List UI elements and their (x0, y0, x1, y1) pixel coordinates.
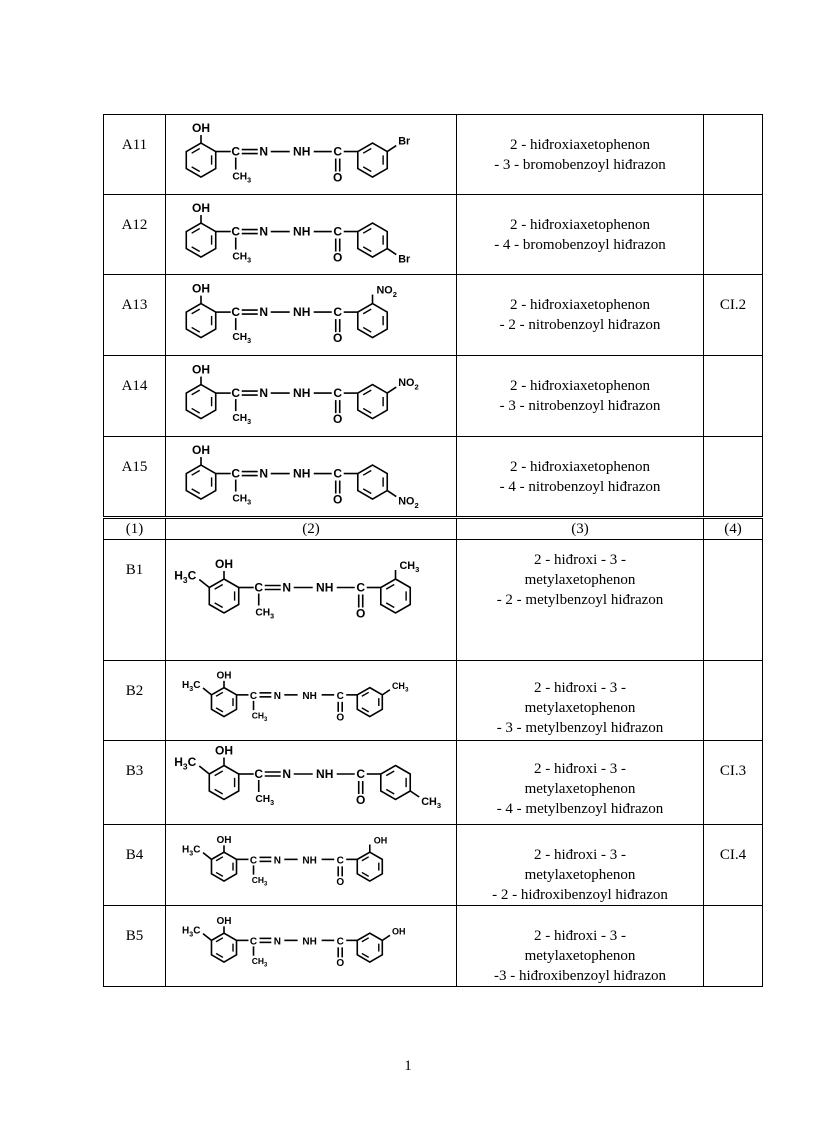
atom-label: NH (316, 580, 334, 595)
note-cell (704, 356, 763, 437)
atom-label: $H_3C$ (182, 925, 201, 939)
atom-label: C (254, 767, 264, 781)
atom-label: OH (215, 557, 233, 571)
double-bond-line (192, 167, 200, 172)
atom-label: C (231, 224, 241, 239)
table-row (104, 275, 763, 356)
name-line: metylaxetophenon (524, 572, 636, 588)
double-bond-line (363, 167, 371, 172)
bond-line (387, 491, 396, 497)
atom-label: O (336, 957, 345, 969)
double-bond-line (216, 872, 223, 876)
double-bond-line (216, 938, 223, 942)
atom-label: O (336, 712, 345, 724)
name-line: 2 - hiđroxiaxetophenon (510, 136, 650, 153)
name-line: - 4 - metylbenzoyl hiđrazon (496, 801, 664, 817)
note-cell (704, 195, 763, 275)
double-bond-line (363, 247, 371, 252)
atom-label: C (336, 690, 344, 702)
bond-line (203, 934, 212, 941)
table-row (104, 540, 763, 661)
bond-line (203, 853, 212, 860)
name-line: 2 - hiđroxi - 3 - (533, 552, 627, 568)
double-bond-line (215, 771, 223, 776)
double-bond-line (363, 309, 371, 314)
atom-label: $CH_3$ (232, 171, 252, 185)
atom-label: OH (373, 835, 388, 846)
bond-line (387, 387, 396, 393)
atom-label: C (333, 224, 343, 239)
double-bond-line (362, 938, 369, 942)
atom-label: C (333, 305, 343, 320)
bond-line (199, 580, 209, 588)
structure-formula (166, 356, 457, 436)
bond-line (382, 690, 390, 695)
double-bond-line (216, 692, 223, 696)
double-bond-line (215, 584, 223, 589)
double-bond-line (362, 872, 369, 876)
atom-label: NH (293, 386, 311, 401)
bond-line (387, 146, 396, 152)
atom-label: C (333, 386, 343, 401)
atom-label: $CH_3$ (421, 796, 442, 811)
structure-cell (166, 741, 457, 825)
double-bond-line (192, 149, 200, 154)
double-bond-line (363, 229, 371, 234)
compound-code: A13 (104, 275, 166, 356)
name-line: - 4 - nitrobenzoyl hiđrazon (499, 478, 661, 495)
atom-label: $CH_3$ (232, 332, 252, 346)
table-row (104, 906, 763, 987)
name-line: metylaxetophenon (524, 948, 636, 964)
atom-label: C (336, 936, 344, 948)
bond-line (203, 688, 212, 695)
name-line: metylaxetophenon (524, 700, 636, 716)
name-line: - 2 - hiđroxibenzoyl hiđrazon (492, 887, 668, 903)
double-bond-line (192, 408, 200, 413)
atom-label: Br (398, 135, 411, 148)
structure-cell (166, 356, 457, 437)
double-bond-line (386, 789, 394, 794)
double-bond-line (363, 149, 371, 154)
compound-code: A14 (104, 356, 166, 437)
atom-label: C (333, 466, 343, 481)
note-cell (704, 437, 763, 518)
double-bond-line (216, 857, 223, 861)
atom-label: C (231, 144, 241, 159)
double-bond-line (363, 327, 371, 332)
compound-name (457, 741, 704, 825)
atom-label: $NO_2$ (398, 377, 419, 392)
double-bond-line (362, 857, 369, 861)
table-row (104, 825, 763, 906)
double-bond-line (363, 408, 371, 413)
structure-formula (166, 741, 457, 824)
compound-name (457, 275, 704, 356)
atom-label: NH (302, 690, 317, 702)
atom-label: N (273, 690, 281, 702)
atom-label: C (249, 855, 258, 867)
bond-line (410, 791, 419, 797)
double-bond-line (216, 708, 223, 712)
column-header: (1) (104, 518, 166, 540)
note-cell (704, 115, 763, 195)
compound-table (103, 114, 763, 987)
double-bond-line (386, 771, 394, 776)
atom-label: Br (398, 253, 411, 266)
table-row (104, 741, 763, 825)
atom-label: $H_3C$ (182, 680, 201, 694)
atom-label: C (231, 466, 241, 481)
name-line: 2 - hiđroxiaxetophenon (510, 378, 650, 394)
atom-label: C (336, 855, 344, 867)
table-row (104, 195, 763, 275)
name-line: - 3 - bromobenzoyl hiđrazon (494, 156, 666, 173)
atom-label: N (282, 580, 292, 595)
double-bond-line (362, 692, 369, 696)
structure-formula (166, 275, 457, 355)
double-bond-line (215, 789, 223, 794)
atom-label: OH (216, 670, 232, 682)
note-cell: CI.4 (704, 825, 763, 906)
name-line: 2 - hiđroxiaxetophenon (510, 458, 650, 475)
atom-label: $CH_3$ (232, 493, 252, 507)
note-cell (704, 661, 763, 741)
atom-label: N (259, 466, 269, 481)
atom-label: NH (293, 224, 311, 239)
name-line: -3 - hiđroxibenzoyl hiđrazon (493, 968, 667, 984)
name-line: - 4 - bromobenzoyl hiđrazon (494, 236, 666, 253)
atom-label: NH (293, 466, 311, 481)
double-bond-line (192, 247, 200, 252)
atom-label: O (333, 250, 343, 265)
structure-formula (166, 661, 457, 740)
bond-line (199, 766, 209, 774)
structure-cell (166, 437, 457, 518)
atom-label: $H_3C$ (182, 844, 201, 858)
compound-name (457, 661, 704, 741)
compound-name (457, 825, 704, 906)
atom-label: C (249, 936, 258, 948)
compound-code: A11 (104, 115, 166, 195)
atom-label: C (333, 144, 343, 159)
compound-name (457, 115, 704, 195)
name-line: - 2 - nitrobenzoyl hiđrazon (499, 317, 661, 333)
compound-code: A12 (104, 195, 166, 275)
atom-label: C (249, 690, 258, 702)
structure-cell (166, 275, 457, 356)
double-bond-line (386, 584, 394, 589)
compound-code: B2 (104, 661, 166, 741)
atom-label: N (259, 224, 269, 239)
atom-label: $CH_3$ (399, 560, 420, 575)
name-line: 2 - hiđroxi - 3 - (533, 680, 627, 696)
note-cell (704, 540, 763, 661)
double-bond-line (216, 953, 223, 957)
structure-cell (166, 540, 457, 661)
table-row (104, 437, 763, 518)
double-bond-line (192, 229, 200, 234)
atom-label: OH (192, 121, 210, 136)
atom-label: $CH_3$ (391, 680, 409, 694)
name-line: 2 - hiđroxiaxetophenon (510, 297, 650, 313)
double-bond-line (192, 309, 200, 314)
name-line: 2 - hiđroxiaxetophenon (510, 216, 650, 233)
atom-label: OH (215, 743, 233, 758)
name-line: metylaxetophenon (524, 781, 636, 797)
atom-label: C (231, 305, 241, 320)
bond-line (382, 935, 390, 940)
atom-label: N (259, 144, 269, 159)
structure-cell (166, 115, 457, 195)
atom-label: $H_3C$ (174, 755, 197, 772)
atom-label: $CH_3$ (255, 794, 275, 808)
atom-label: $CH_3$ (251, 956, 268, 969)
atom-label: NH (302, 855, 317, 867)
name-line: - 2 - metylbenzoyl hiđrazon (496, 592, 664, 608)
atom-label: OH (391, 926, 406, 937)
atom-label: OH (192, 443, 210, 458)
atom-label: C (254, 580, 264, 595)
bond-line (387, 249, 396, 255)
column-header: (2) (166, 518, 457, 540)
atom-label: OH (192, 281, 210, 296)
atom-label: $CH_3$ (251, 875, 268, 888)
compound-name (457, 906, 704, 987)
atom-label: C (356, 580, 366, 595)
atom-label: $NO_2$ (398, 495, 419, 510)
double-bond-line (363, 489, 371, 494)
double-bond-line (192, 327, 200, 332)
table-row (104, 356, 763, 437)
table-row (104, 115, 763, 195)
name-line: 2 - hiđroxi - 3 - (533, 761, 627, 777)
structure-cell (166, 195, 457, 275)
name-line: 2 - hiđroxi - 3 - (533, 847, 627, 863)
atom-label: O (333, 492, 343, 507)
table-row (104, 661, 763, 741)
atom-label: O (333, 412, 343, 427)
structure-formula (166, 906, 457, 986)
table-header-row (104, 518, 763, 540)
compound-code: A15 (104, 437, 166, 518)
atom-label: N (273, 855, 281, 867)
atom-label: N (282, 767, 292, 781)
compound-code: B1 (104, 540, 166, 661)
compound-name (457, 540, 704, 661)
note-cell: CI.2 (704, 275, 763, 356)
compound-code: B5 (104, 906, 166, 987)
double-bond-line (215, 603, 223, 608)
double-bond-line (363, 471, 371, 476)
structure-formula (166, 546, 457, 646)
atom-label: O (356, 793, 366, 807)
atom-label: OH (216, 915, 232, 927)
compound-name (457, 437, 704, 518)
atom-label: O (356, 606, 366, 621)
compound-code: B3 (104, 741, 166, 825)
double-bond-line (386, 603, 394, 608)
atom-label: O (333, 331, 343, 346)
page-number: 1 (404, 1058, 412, 1074)
structure-cell (166, 661, 457, 741)
name-line: metylaxetophenon (524, 867, 636, 883)
structure-cell (166, 825, 457, 906)
double-bond-line (192, 489, 200, 494)
compound-name (457, 195, 704, 275)
compound-name (457, 356, 704, 437)
atom-label: $CH_3$ (232, 413, 252, 427)
structure-formula (166, 195, 457, 274)
atom-label: $CH_3$ (255, 607, 275, 621)
compound-code: B4 (104, 825, 166, 906)
note-cell: CI.3 (704, 741, 763, 825)
atom-label: NH (293, 144, 311, 159)
atom-label: C (356, 767, 366, 781)
structure-formula (166, 437, 457, 516)
name-line: 2 - hiđroxi - 3 - (533, 928, 627, 944)
double-bond-line (192, 390, 200, 395)
double-bond-line (362, 708, 369, 712)
atom-label: NH (293, 305, 311, 320)
atom-label: O (333, 170, 343, 185)
note-cell (704, 906, 763, 987)
atom-label: O (336, 876, 345, 888)
atom-label: $NO_2$ (376, 284, 397, 299)
double-bond-line (363, 390, 371, 395)
name-line: - 3 - nitrobenzoyl hiđrazon (499, 398, 661, 414)
name-line: - 3 - metylbenzoyl hiđrazon (496, 720, 664, 736)
atom-label: N (273, 936, 281, 948)
atom-label: OH (216, 834, 232, 846)
atom-label: $CH_3$ (251, 710, 268, 724)
atom-label: N (259, 386, 269, 401)
atom-label: OH (192, 201, 210, 216)
column-header: (3) (457, 518, 704, 540)
structure-formula (166, 825, 457, 905)
atom-label: $CH_3$ (232, 251, 252, 265)
structure-formula (166, 115, 457, 194)
atom-label: N (259, 305, 269, 320)
atom-label: C (231, 386, 241, 401)
double-bond-line (192, 471, 200, 476)
atom-label: NH (302, 936, 317, 948)
atom-label: $H_3C$ (174, 568, 197, 586)
atom-label: NH (316, 767, 334, 781)
atom-label: OH (192, 362, 210, 377)
double-bond-line (362, 953, 369, 957)
structure-cell (166, 906, 457, 987)
column-header: (4) (704, 518, 763, 540)
